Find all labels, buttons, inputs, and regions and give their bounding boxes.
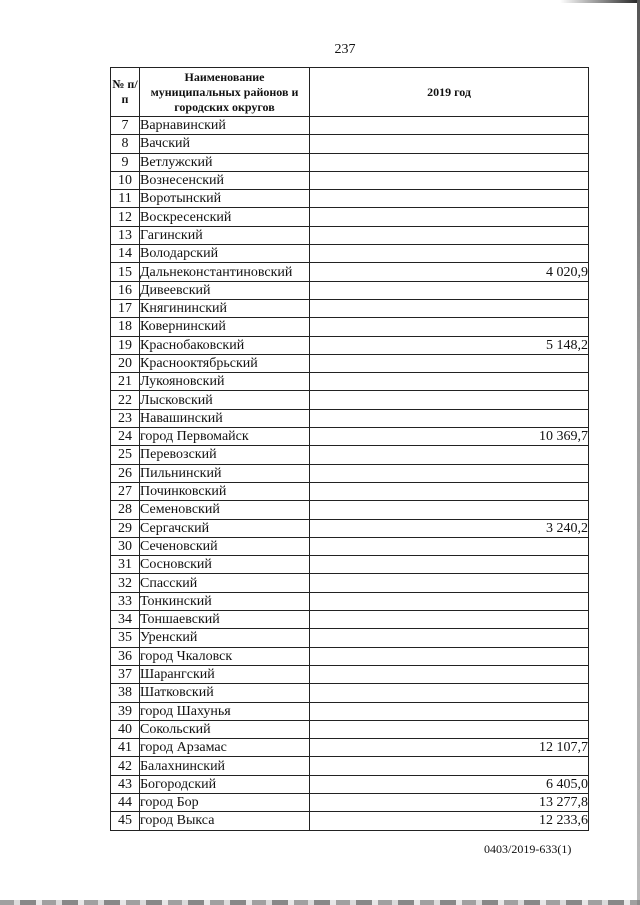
table-row <box>111 684 589 702</box>
row-value <box>310 665 589 683</box>
row-name: город Бор <box>140 793 310 811</box>
table-row <box>111 245 589 263</box>
row-number: 36 <box>111 647 140 665</box>
table-row <box>111 135 589 153</box>
row-name: город Первомайск <box>140 428 310 446</box>
row-number: 43 <box>111 775 140 793</box>
row-value <box>310 629 589 647</box>
row-number: 24 <box>111 428 140 446</box>
row-number: 16 <box>111 281 140 299</box>
table-row <box>111 299 589 317</box>
row-name: Шатковский <box>140 684 310 702</box>
row-name: Лукояновский <box>140 373 310 391</box>
row-value: 13 277,8 <box>310 793 589 811</box>
row-name: Гагинский <box>140 226 310 244</box>
row-value <box>310 208 589 226</box>
row-value <box>310 482 589 500</box>
table-body <box>111 117 589 831</box>
row-name: Ветлужский <box>140 153 310 171</box>
header-year: 2019 год <box>310 68 589 117</box>
row-number: 29 <box>111 519 140 537</box>
row-value: 5 148,2 <box>310 336 589 354</box>
row-number: 25 <box>111 446 140 464</box>
row-name: Уренский <box>140 629 310 647</box>
table-row <box>111 556 589 574</box>
row-number: 21 <box>111 373 140 391</box>
row-value <box>310 135 589 153</box>
row-name: Богородский <box>140 775 310 793</box>
row-value <box>310 391 589 409</box>
row-number: 22 <box>111 391 140 409</box>
table-row <box>111 775 589 793</box>
row-value <box>310 592 589 610</box>
table-row <box>111 629 589 647</box>
row-number: 10 <box>111 171 140 189</box>
row-value: 12 233,6 <box>310 812 589 830</box>
table-row <box>111 190 589 208</box>
row-number: 41 <box>111 739 140 757</box>
table-row <box>111 336 589 354</box>
row-number: 17 <box>111 299 140 317</box>
row-name: Починковский <box>140 482 310 500</box>
table-row <box>111 464 589 482</box>
row-number: 11 <box>111 190 140 208</box>
row-value: 10 369,7 <box>310 428 589 446</box>
row-name: город Выкса <box>140 812 310 830</box>
row-name: Сосновский <box>140 556 310 574</box>
row-number: 14 <box>111 245 140 263</box>
row-value <box>310 537 589 555</box>
row-name: Семеновский <box>140 501 310 519</box>
row-name: Дальнеконстантиновский <box>140 263 310 281</box>
row-value <box>310 245 589 263</box>
scan-edge-bottom <box>0 900 640 905</box>
row-number: 39 <box>111 702 140 720</box>
table-row <box>111 226 589 244</box>
table-row <box>111 665 589 683</box>
row-name: Воскресенский <box>140 208 310 226</box>
row-name: Краснобаковский <box>140 336 310 354</box>
row-value <box>310 611 589 629</box>
table-row <box>111 757 589 775</box>
row-value <box>310 501 589 519</box>
row-name: Лысковский <box>140 391 310 409</box>
row-number: 34 <box>111 611 140 629</box>
row-number: 40 <box>111 720 140 738</box>
row-number: 20 <box>111 354 140 372</box>
table-row <box>111 446 589 464</box>
row-number: 19 <box>111 336 140 354</box>
row-name: Володарский <box>140 245 310 263</box>
row-name: Вознесенский <box>140 171 310 189</box>
row-name: Пильнинский <box>140 464 310 482</box>
municipal-table <box>110 67 589 831</box>
row-number: 15 <box>111 263 140 281</box>
row-value <box>310 702 589 720</box>
row-number: 44 <box>111 793 140 811</box>
row-value <box>310 153 589 171</box>
row-value <box>310 190 589 208</box>
table-row <box>111 501 589 519</box>
row-number: 37 <box>111 665 140 683</box>
row-value <box>310 574 589 592</box>
row-name: Воротынский <box>140 190 310 208</box>
table-row <box>111 574 589 592</box>
table-row <box>111 793 589 811</box>
row-name: Княгининский <box>140 299 310 317</box>
table-row <box>111 537 589 555</box>
table-row <box>111 409 589 427</box>
row-value <box>310 647 589 665</box>
row-name: Балахнинский <box>140 757 310 775</box>
row-name: Сокольский <box>140 720 310 738</box>
row-name: Тонкинский <box>140 592 310 610</box>
table-row <box>111 354 589 372</box>
table-row <box>111 263 589 281</box>
row-value <box>310 684 589 702</box>
row-number: 26 <box>111 464 140 482</box>
table-row <box>111 720 589 738</box>
table-row <box>111 373 589 391</box>
row-value <box>310 446 589 464</box>
row-number: 45 <box>111 812 140 830</box>
row-value <box>310 354 589 372</box>
table-row <box>111 318 589 336</box>
table-row <box>111 117 589 135</box>
row-number: 23 <box>111 409 140 427</box>
header-number: № п/п <box>111 68 140 117</box>
page-number: 237 <box>334 42 356 57</box>
row-name: город Арзамас <box>140 739 310 757</box>
header-name: Наименование муниципальных районов и городских округов <box>140 68 310 117</box>
row-number: 28 <box>111 501 140 519</box>
table-row <box>111 281 589 299</box>
row-number: 27 <box>111 482 140 500</box>
row-number: 18 <box>111 318 140 336</box>
row-value <box>310 318 589 336</box>
row-value <box>310 409 589 427</box>
row-value: 3 240,2 <box>310 519 589 537</box>
table-row <box>111 208 589 226</box>
table-row <box>111 171 589 189</box>
table-row <box>111 592 589 610</box>
table-row <box>111 153 589 171</box>
scan-edge-top <box>560 0 640 3</box>
row-name: Тоншаевский <box>140 611 310 629</box>
row-number: 13 <box>111 226 140 244</box>
table-header-row <box>111 68 589 117</box>
row-value <box>310 281 589 299</box>
row-value: 12 107,7 <box>310 739 589 757</box>
row-name: Шарангский <box>140 665 310 683</box>
table-row <box>111 611 589 629</box>
row-value: 4 020,9 <box>310 263 589 281</box>
row-name: Ковернинский <box>140 318 310 336</box>
row-number: 35 <box>111 629 140 647</box>
table-row <box>111 428 589 446</box>
row-number: 12 <box>111 208 140 226</box>
row-number: 38 <box>111 684 140 702</box>
row-value <box>310 171 589 189</box>
table-row <box>111 702 589 720</box>
row-name: Варнавинский <box>140 117 310 135</box>
row-name: Перевозский <box>140 446 310 464</box>
table-row <box>111 519 589 537</box>
row-name: Дивеевский <box>140 281 310 299</box>
row-number: 33 <box>111 592 140 610</box>
row-value <box>310 226 589 244</box>
row-name: Навашинский <box>140 409 310 427</box>
row-value <box>310 373 589 391</box>
row-number: 31 <box>111 556 140 574</box>
row-value <box>310 720 589 738</box>
table-row <box>111 812 589 830</box>
table-row <box>111 739 589 757</box>
row-name: город Чкаловск <box>140 647 310 665</box>
row-number: 9 <box>111 153 140 171</box>
row-value <box>310 757 589 775</box>
row-name: Сергачский <box>140 519 310 537</box>
row-number: 7 <box>111 117 140 135</box>
row-name: Краснооктябрьский <box>140 354 310 372</box>
row-value <box>310 299 589 317</box>
row-value: 6 405,0 <box>310 775 589 793</box>
row-name: город Шахунья <box>140 702 310 720</box>
row-number: 32 <box>111 574 140 592</box>
row-name: Вачский <box>140 135 310 153</box>
table-row <box>111 391 589 409</box>
row-number: 30 <box>111 537 140 555</box>
document-code: 0403/2019-633(1) <box>484 842 572 856</box>
row-number: 8 <box>111 135 140 153</box>
row-value <box>310 556 589 574</box>
row-value <box>310 117 589 135</box>
row-number: 42 <box>111 757 140 775</box>
row-name: Спасский <box>140 574 310 592</box>
table-row <box>111 647 589 665</box>
row-value <box>310 464 589 482</box>
row-name: Сеченовский <box>140 537 310 555</box>
table-row <box>111 482 589 500</box>
